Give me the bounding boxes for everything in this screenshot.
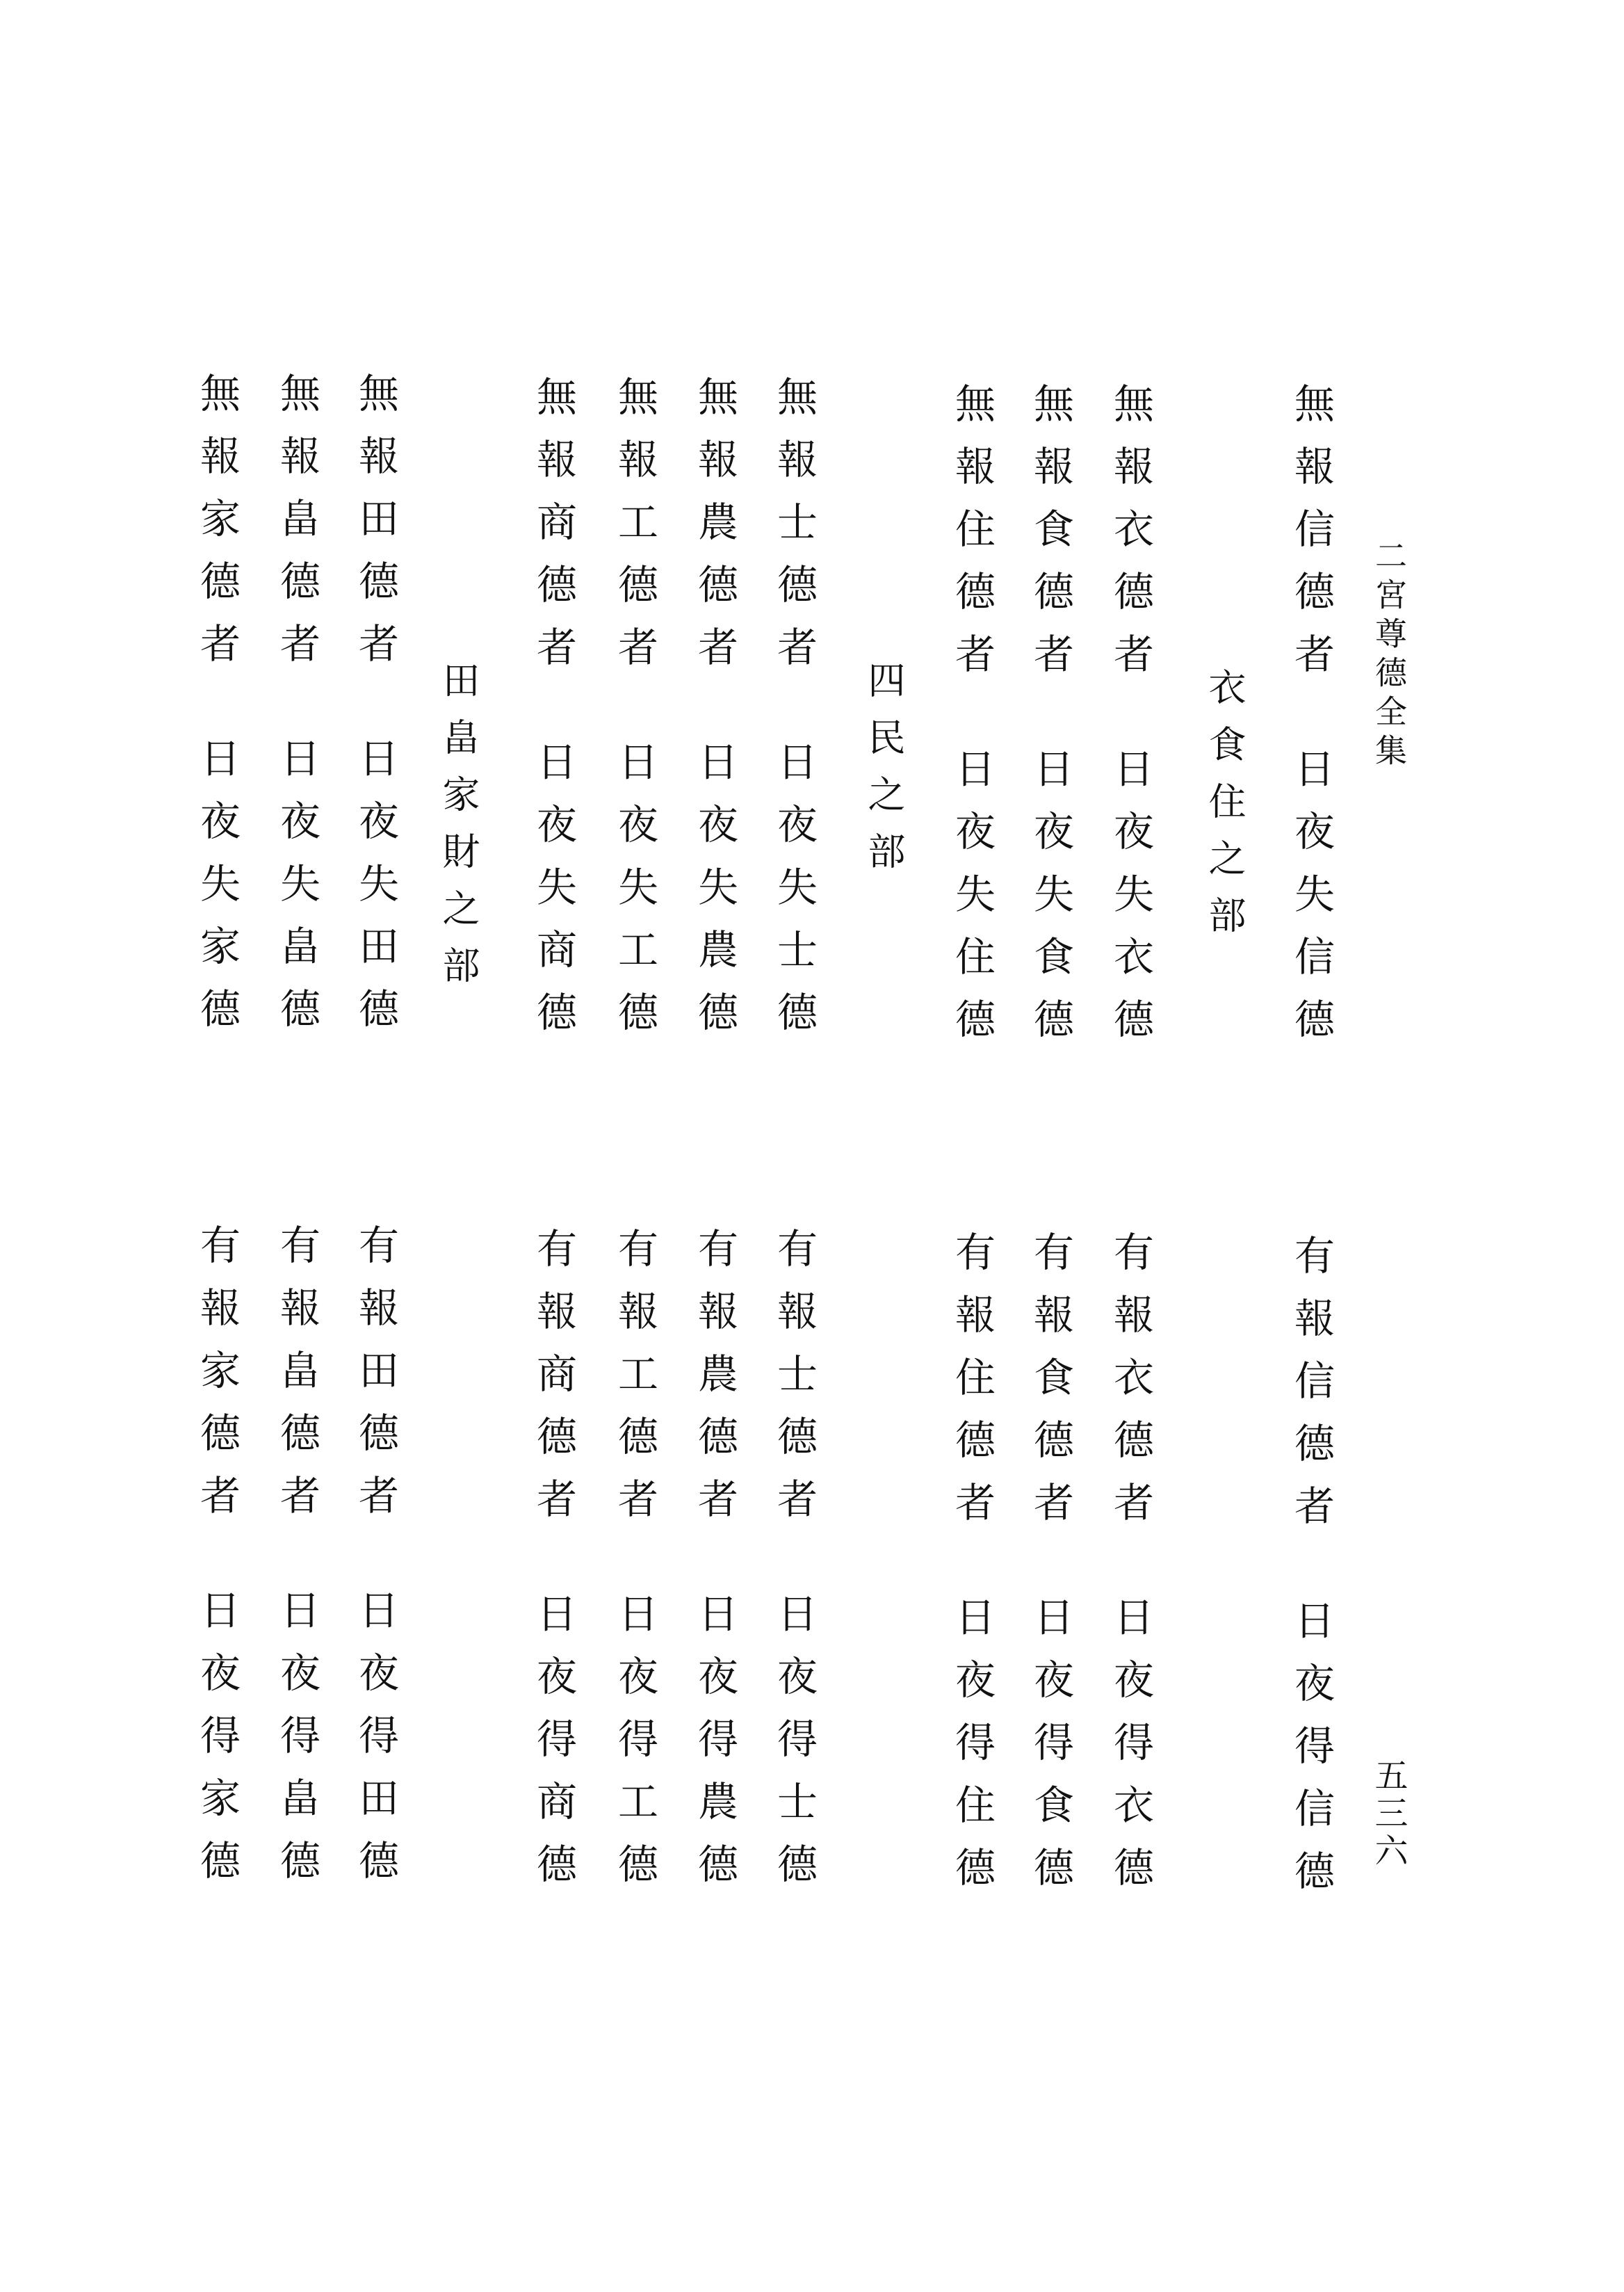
- upper-line-2: 日夜失工德: [611, 741, 658, 1054]
- upper-line-2: 日夜失畠德: [273, 737, 320, 1050]
- lower-line-1: 有報住德者: [948, 1231, 996, 1544]
- lower-line-1: 有報工德者: [611, 1227, 658, 1540]
- upper-line-2: 日夜失家德: [193, 737, 241, 1050]
- page-number: 五三六: [1369, 1758, 1408, 1871]
- lower-line-2: 日夜得住德: [948, 1596, 996, 1909]
- lower-line-1: 有報家德者: [193, 1224, 241, 1537]
- section-heading-four-classes: 四民之部: [862, 661, 906, 889]
- lower-line-2: 日夜得田德: [352, 1589, 399, 1902]
- lower-line-1: 有報衣德者: [1107, 1231, 1154, 1544]
- upper-line-1: 無報衣德者: [1107, 382, 1154, 695]
- book-title: 二宮尊德全集: [1370, 539, 1408, 773]
- upper-line-2: 日夜失士德: [770, 741, 818, 1054]
- upper-line-2: 日夜失住德: [948, 748, 996, 1060]
- lower-line-1: 有報信德者: [1288, 1234, 1335, 1547]
- lower-line-1: 有報農德者: [691, 1227, 738, 1540]
- lower-line-2: 日夜得衣德: [1107, 1596, 1154, 1909]
- lower-line-1: 有報商德者: [530, 1227, 577, 1540]
- upper-line-1: 無報士德者: [770, 376, 818, 688]
- section-heading-clothing-food-housing: 衣食住之部: [1203, 668, 1247, 953]
- lower-line-1: 有報田德者: [352, 1224, 399, 1537]
- upper-line-2: 日夜失信德: [1288, 748, 1335, 1060]
- upper-line-1: 無報家德者: [193, 372, 241, 685]
- upper-line-1: 無報食德者: [1027, 382, 1074, 695]
- lower-line-2: 日夜得工德: [611, 1592, 658, 1905]
- upper-line-1: 無報工德者: [611, 376, 658, 688]
- upper-line-1: 無報農德者: [691, 376, 738, 688]
- lower-line-1: 有報畠德者: [273, 1224, 320, 1537]
- upper-line-2: 日夜失農德: [691, 741, 738, 1054]
- lower-line-1: 有報士德者: [770, 1227, 818, 1540]
- upper-line-1: 無報商德者: [530, 376, 577, 688]
- upper-line-1: 無報住德者: [948, 382, 996, 695]
- lower-line-1: 有報食德者: [1027, 1231, 1074, 1544]
- upper-line-2: 日夜失商德: [530, 741, 577, 1054]
- lower-line-2: 日夜得食德: [1027, 1596, 1074, 1909]
- upper-line-1: 無報田德者: [352, 372, 399, 685]
- lower-line-2: 日夜得農德: [691, 1592, 738, 1905]
- upper-line-1: 無報畠德者: [273, 372, 320, 685]
- upper-line-2: 日夜失衣德: [1107, 748, 1154, 1060]
- upper-line-2: 日夜失食德: [1027, 748, 1074, 1060]
- lower-line-2: 日夜得畠德: [273, 1589, 320, 1902]
- lower-line-2: 日夜得商德: [530, 1592, 577, 1905]
- upper-line-2: 日夜失田德: [352, 737, 399, 1050]
- section-heading-field-house-property: 田畠家財之部: [437, 661, 480, 1003]
- lower-line-2: 日夜得士德: [770, 1592, 818, 1905]
- lower-line-2: 日夜得家德: [193, 1589, 241, 1902]
- lower-line-2: 日夜得信德: [1288, 1599, 1335, 1912]
- upper-line-1: 無報信德者: [1288, 382, 1335, 695]
